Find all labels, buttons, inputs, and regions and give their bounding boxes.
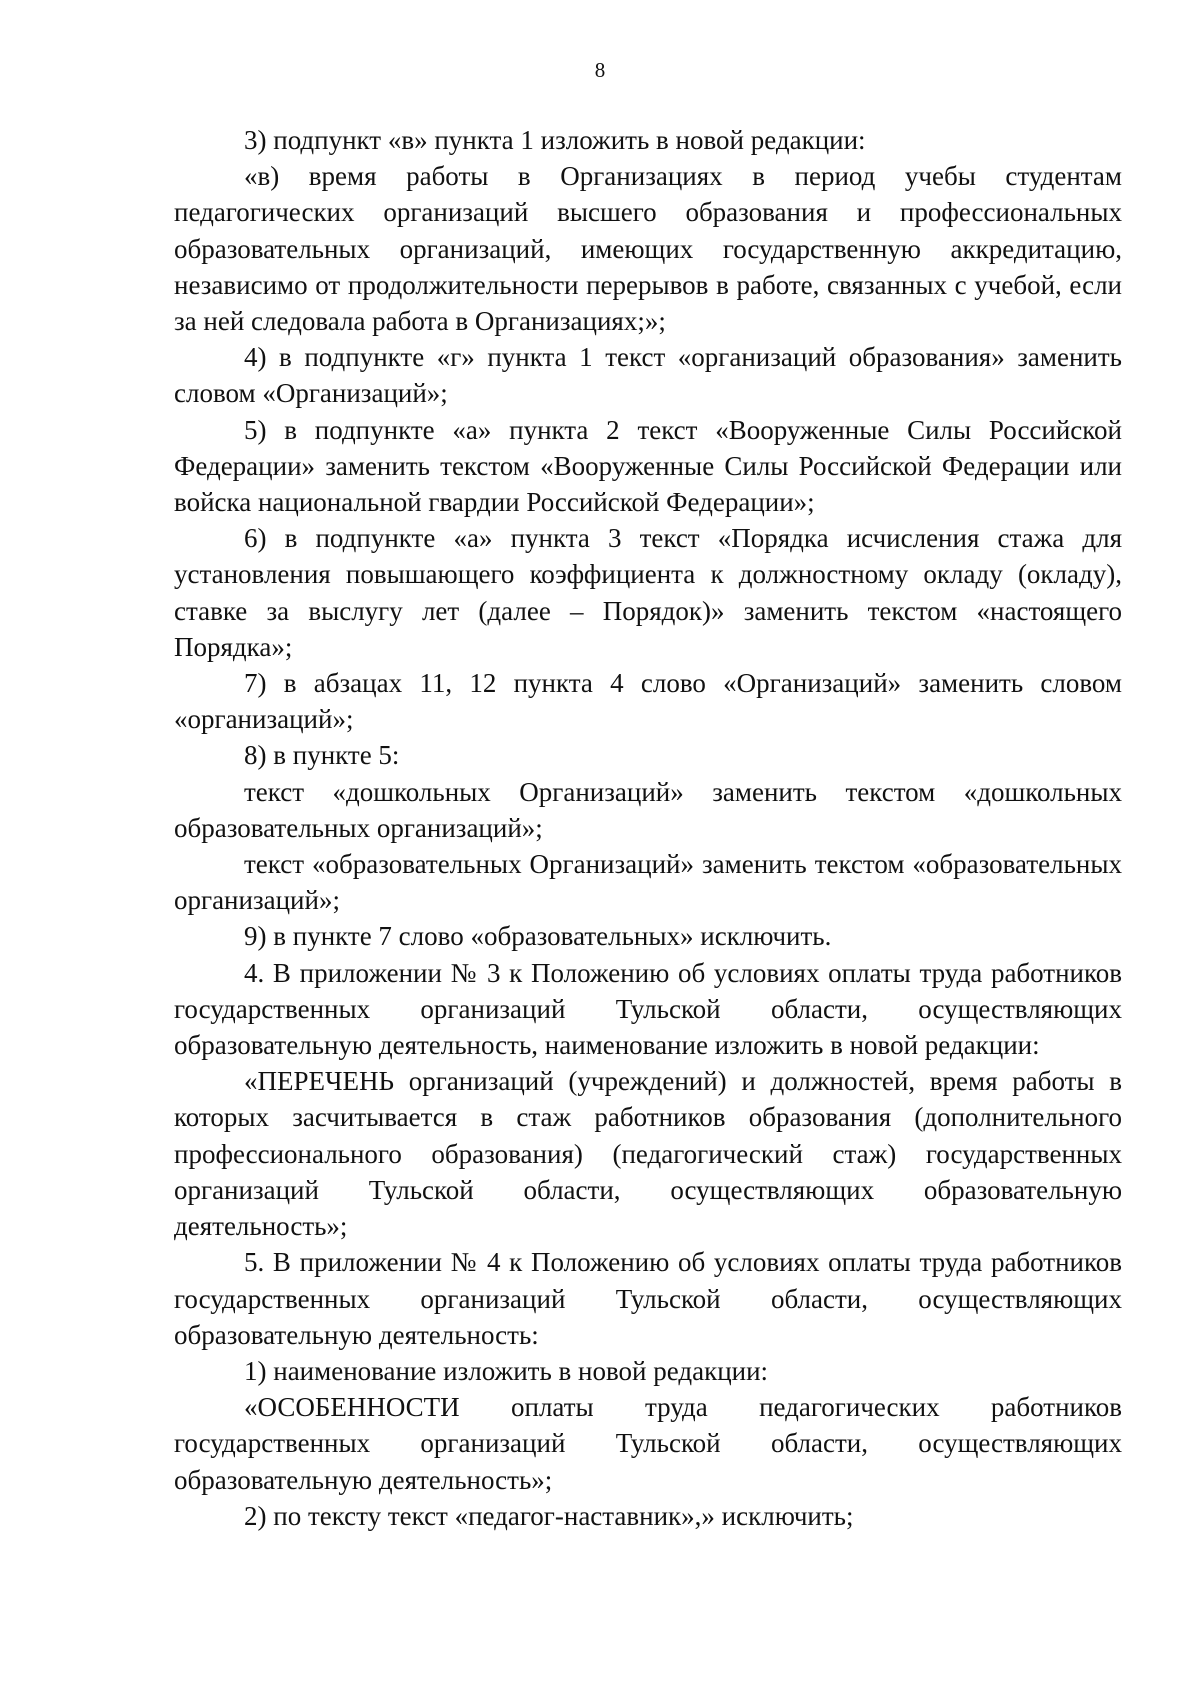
- paragraph: 3) подпункт «в» пункта 1 изложить в новой редакции:: [244, 125, 866, 155]
- paragraph: текст «дошкольных Организаций» заменить текстом «дошкольных образовательных организаций»;: [174, 776, 1122, 843]
- paragraph: 4. В приложении № 3 к Положению об условиях оплаты труда работников государственных организаций Тульской области, осуществляющих образовательную деятельность, наименование изложить в новой редакции:: [174, 957, 1122, 1061]
- paragraph: «ПЕРЕЧЕНЬ организаций (учреждений) и должностей, время работы в которых засчитывается в стаж работников образования (дополнительного профессионального образования) (педагогический стаж) государственных организаций Тульской области, осуществляющих образовательную деятельность»;: [174, 1066, 1122, 1242]
- paragraph: 1) наименование изложить в новой редакции:: [244, 1355, 769, 1386]
- paragraph: 2) по тексту текст «педагог-наставник»,» исключить;: [244, 1500, 854, 1531]
- paragraph: «ОСОБЕННОСТИ оплаты труда педагогических работников государственных организаций Тульской области, осуществляющих образовательную деятельность»;: [174, 1392, 1122, 1495]
- document-body: [174, 122, 1122, 1534]
- paragraph: текст «образовательных Организаций» заменить текстом «образовательных организаций»;: [174, 849, 1122, 916]
- paragraph: 4) в подпункте «г» пункта 1 текст «организаций образования» заменить словом «Организаций»;: [174, 342, 1122, 409]
- paragraph: 9) в пункте 7 слово «образовательных» исключить.: [244, 921, 832, 952]
- paragraph: 5. В приложении № 4 к Положению об условиях оплаты труда работников государственных организаций Тульской области, осуществляющих образовательную деятельность:: [174, 1247, 1122, 1350]
- page-number: 8: [594, 58, 606, 82]
- paragraph: 5) в подпункте «а» пункта 2 текст «Вооруженные Силы Российской Федерации» заменить текстом «Вооруженные Силы Российской Федерации или войска национальной гвардии Российской Федерации»;: [174, 414, 1122, 518]
- paragraph: «в) время работы в Организациях в период учебы студентам педагогических организаций высшего образования и профессиональных образовательных организаций, имеющих государственную аккредитацию, независимо от продолжительности перерывов в работе, связанных с учебой, если за ней следовала работа в Организациях;»;: [174, 161, 1122, 337]
- paragraph: 7) в абзацах 11, 12 пункта 4 слово «Организаций» заменить словом «организаций»;: [174, 668, 1122, 735]
- paragraph: 6) в подпункте «а» пункта 3 текст «Порядка исчисления стажа для установления повышающего коэффициента к должностному окладу (окладу), ставке за выслугу лет (далее – Порядок)» заменить текстом «настоящего Порядка»;: [174, 523, 1122, 662]
- paragraph: 8) в пункте 5:: [244, 740, 400, 771]
